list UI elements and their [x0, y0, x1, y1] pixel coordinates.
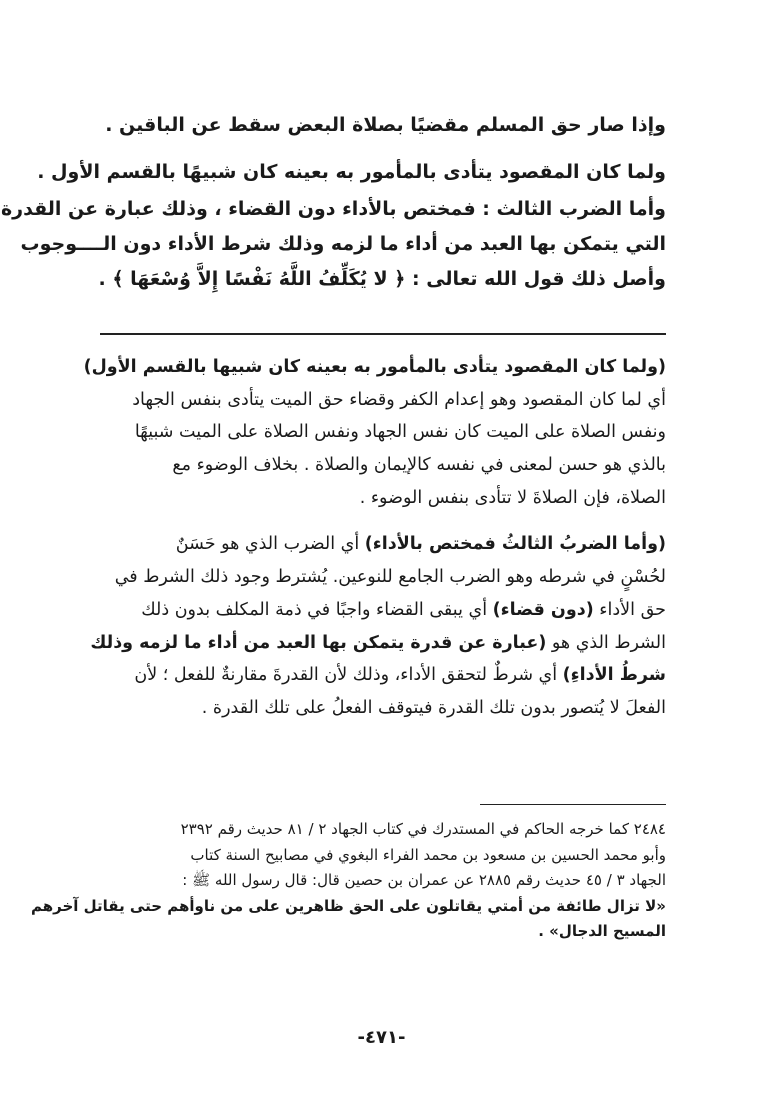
commentary-line: أي لما كان المقصود وهو إعدام الكفر وقضاء حق الميت يتأدى بنفس الجهاد — [132, 389, 666, 410]
commentary-lemma-2: (وأما الضربُ الثالثُ فمختص بالأداء) — [364, 534, 666, 555]
footnote-line: ٢٤٨٤ كما خرجه الحاكم في المستدرك في كتاب الجهاد ٢ / ٨١ حديث رقم ٢٣٩٢ — [180, 820, 666, 838]
main-paragraph-2: ولما كان المقصود يتأدى بالمأمور به بعينه كان شبيهًا بالقسم الأول . — [37, 161, 666, 183]
commentary-line — [100, 659, 666, 692]
commentary-lemma-4: (عبارة عن قدرة يتمكن بها العبد من أداء ما لزمه وذلك — [90, 632, 547, 653]
commentary-line: بالذي هو حسن لمعنى في نفسه كالإيمان والصلاة . بخلاف الوضوء مع — [172, 455, 666, 476]
commentary-gloss: أي الضرب الذي هو حَسَنٌ — [175, 534, 365, 555]
quran-verse: ﴿ لا يُكَلِّفُ اللَّهُ نَفْسًا إِلاَّ وُسْعَهَا ﴾ — [112, 268, 406, 290]
footnote-line: الجهاد ٣ / ٤٥ حديث رقم ٢٨٨٥ عن عمران بن حصين قال: قال رسول الله ﷺ : — [182, 871, 666, 889]
commentary-lemma-3: (دون قضاء) — [492, 599, 594, 620]
commentary — [83, 351, 666, 725]
footnote-hadith: «لا تزال طائفة من أمتي يقاتلون على الحق ظاهرين على من ناوأهم حتى يقاتل آخرهم — [30, 896, 666, 915]
quote-intro: وأصل ذلك قول الله تعالى : — [405, 268, 666, 290]
section-divider — [100, 333, 666, 335]
commentary-line: الفعلَ لا يُتصور بدون تلك القدرة فيتوقف الفعلُ على تلك القدرة . — [201, 697, 666, 718]
commentary-gloss: أي شرطٌ لتحقق الأداء، وذلك لأن القدرةَ مقارنةٌ للفعل ؛ لأن — [134, 665, 563, 686]
commentary-line: ونفس الصلاة على الميت كان نفس الجهاد ونفس الصلاة على الميت شبيهًا — [134, 422, 666, 443]
main-text — [0, 108, 666, 297]
commentary-lemma-4-end: شرطُ الأداءِ) — [562, 665, 666, 686]
commentary-line — [100, 594, 666, 627]
footnote-hadith-end: المسيح الدجال» . — [538, 922, 666, 940]
commentary-line: لحُسْنٍ في شرطه وهو الضرب الجامع للنوعين. يُشترط وجود ذلك الشرط في — [114, 567, 666, 588]
commentary-line — [90, 627, 666, 660]
footnote-line: وأبو محمد الحسين بن مسعود بن محمد الفراء البغوي في مصابيح السنة كتاب — [190, 845, 666, 864]
commentary-gloss: أي يبقى القضاء واجبًا في ذمة المكلف بدون ذلك — [141, 599, 493, 620]
main-paragraph-3-line-3 — [100, 262, 666, 297]
main-paragraph-3-line-2: التي يتمكن بها العبد من أداء ما لزمه وذلك شرط الأداء دون الــــوجوب — [20, 233, 666, 255]
main-paragraph-1: وإذا صار حق المسلم مقضيًا بصلاة البعض سقط عن الباقين . — [105, 114, 666, 136]
commentary-gloss: الشرط الذي هو — [546, 632, 666, 653]
main-paragraph-3-line-1: وأما الضرب الثالث : فمختص بالأداء دون القضاء ، وذلك عبارة عن القدرة — [0, 198, 666, 220]
commentary-lemma-1: (ولما كان المقصود يتأدى بالمأمور به بعينه كان شبيها بالقسم الأول) — [83, 357, 666, 377]
page-number: -٤٧١- — [357, 1027, 406, 1048]
footnote — [30, 817, 666, 945]
commentary-line — [100, 528, 666, 561]
commentary-line: الصلاة، فإن الصلاةَ لا تتأدى بنفس الوضوء . — [359, 487, 666, 508]
sentence-end: . — [98, 268, 113, 290]
commentary-gloss: حق الأداء — [593, 599, 666, 620]
footnote-divider — [480, 804, 666, 805]
